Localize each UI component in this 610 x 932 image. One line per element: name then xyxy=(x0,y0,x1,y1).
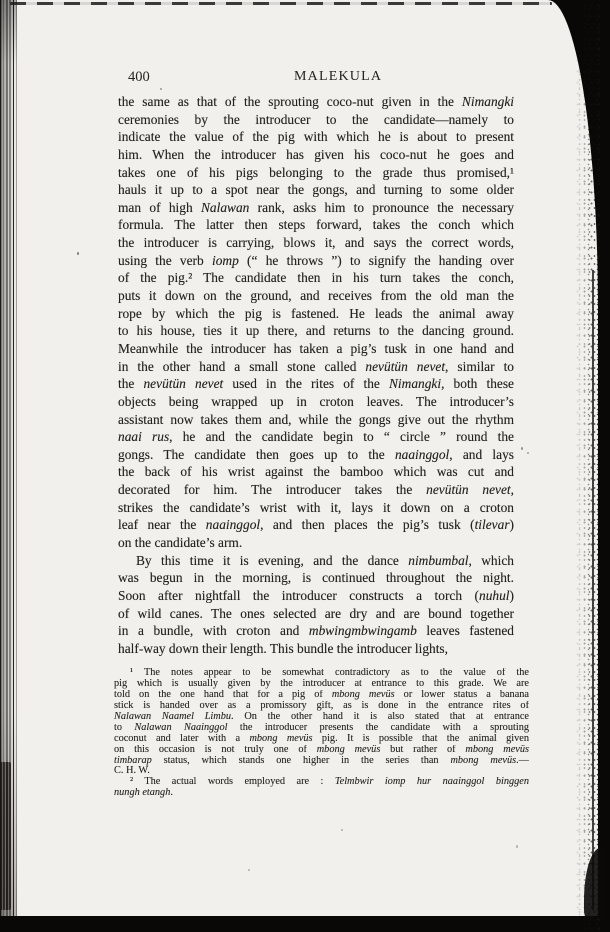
text-line: half-way down their length. This bundle the introducer lights, xyxy=(118,640,448,656)
text-line: him. When the introducer has given his coco-nut he goes and xyxy=(118,146,514,162)
text-line: decorated for him. The introducer takes the nevütün nevet, xyxy=(118,482,514,498)
text-line: the nevütün nevet used in the rites of the Nimangki, both these xyxy=(118,376,514,392)
text-line: indicate the value of the pig with which he is about to present xyxy=(118,129,514,145)
body-paragraph-2 xyxy=(118,552,514,658)
text-line: assistant now takes them and, while the gongs give out the rhythm xyxy=(118,411,514,427)
text-line: Soon after nightfall the introducer constructs a torch (nuhul) xyxy=(118,587,514,603)
text-line: in a bundle, with croton and mbwingmbwingamb leaves fastened xyxy=(118,623,514,639)
text-line: pig which is usually given by the introducer at entrance to this grade. We are xyxy=(114,678,529,689)
text-line: of wild canes. The ones selected are dry and are bound together xyxy=(118,605,514,621)
scan-speck xyxy=(527,452,529,454)
body-paragraph-1 xyxy=(118,93,514,552)
scan-speck xyxy=(521,447,523,450)
scan-speck xyxy=(341,829,343,831)
body-text xyxy=(118,93,514,658)
text-line: the back of his wrist against the bamboo which was cut and xyxy=(118,464,514,480)
text-line: on this occasion is not truly one of mbong mevüs but rather of mbong mevüs xyxy=(114,744,529,755)
text-line: formula. The latter then steps forward, takes the conch which xyxy=(118,217,514,233)
text-line: of the pig.² The candidate then in his turn takes the conch, xyxy=(118,270,514,286)
text-line: By this time it is evening, and the dance nimbumbal, which xyxy=(136,552,514,568)
text-line: nungh etangh. xyxy=(114,788,173,799)
text-line: Nalawan Naamel Limbu. On the other hand it is also stated that at entrance xyxy=(114,711,529,722)
text-line: ² The actual words employed are : Telmbwir iomp hur naainggol binggen xyxy=(130,777,529,788)
footnote-2 xyxy=(114,777,529,799)
scan-speck xyxy=(248,869,250,871)
text-line: on the candidate’s arm. xyxy=(118,535,243,551)
text-line: the same as that of the sprouting coco-nut given in the Nimangki xyxy=(118,94,514,109)
text-line: ceremonies by the introducer to the candidate—namely to xyxy=(118,111,514,127)
text-line: Meanwhile the introducer has taken a pig’s tusk in one hand and xyxy=(118,340,514,356)
page-number: 400 xyxy=(128,69,150,85)
scan-speck xyxy=(77,252,79,255)
page-top-edge-line xyxy=(10,2,552,5)
text-line: leaf near the naainggol, and then places the pig’s tusk (tilevar) xyxy=(118,517,514,533)
text-line: rope by which the pig is fastened. He leads the animal away xyxy=(118,305,514,321)
text-line: stick is handed over as a promissory gift, as is done in the entrance rites of xyxy=(114,700,529,711)
text-line: the introducer is carrying, blows it, and says the correct words, xyxy=(118,235,514,251)
text-line: to Nalawan Naainggol the introducer presents the candidate with a sprouting xyxy=(114,722,529,733)
text-line: was begun in the morning, is continued throughout the night. xyxy=(118,570,514,586)
footnote-1 xyxy=(114,668,529,777)
text-line: puts it down on the ground, and receives from the old man the xyxy=(118,288,514,304)
text-line: ¹ The notes appear to be somewhat contradictory as to the value of the xyxy=(130,668,529,678)
scan-speck xyxy=(160,88,162,90)
text-line: to his house, ties it up there, and returns to the dancing ground. xyxy=(118,323,514,339)
text-line: told on the one hand that for a pig of mbong mevüs or lower status a banana xyxy=(114,689,529,700)
text-line: strikes the candidate’s wrist with it, lays it down on a croton xyxy=(118,499,514,515)
page-edge-noise xyxy=(574,0,604,932)
running-title: MALEKULA xyxy=(294,69,383,84)
binding-ink-blot xyxy=(0,762,11,910)
text-line: takes one of his pigs belonging to the grade thus promised,¹ xyxy=(118,164,514,180)
text-line: C. H. W. xyxy=(114,766,150,777)
text-line: gongs. The candidate then goes up to the naainggol, and lays xyxy=(118,446,514,462)
text-line: naai rus, he and the candidate begin to “ circle ” round the xyxy=(118,429,514,445)
scan-speck xyxy=(516,845,518,848)
text-line: using the verb iomp (“ he throws ”) to signify the handing over xyxy=(118,252,514,268)
text-line: coconut and later with a mbong mevüs pig. It is possible that the animal given xyxy=(114,733,529,744)
text-line: in the other hand a small stone called nevütün nevet, similar to xyxy=(118,358,514,374)
page-edge-scratch xyxy=(592,270,594,910)
text-line: objects being wrapped up in croton leaves. The introducer’s xyxy=(118,393,514,409)
text-line: hauls it up to a spot near the gongs, and turning to some older xyxy=(118,182,514,198)
text-line: man of high Nalawan rank, asks him to pronounce the necessary xyxy=(118,199,514,215)
text-line: timbarap status, which stands one higher in the series than mbong mevüs.— xyxy=(114,755,529,766)
footnotes xyxy=(114,668,529,799)
